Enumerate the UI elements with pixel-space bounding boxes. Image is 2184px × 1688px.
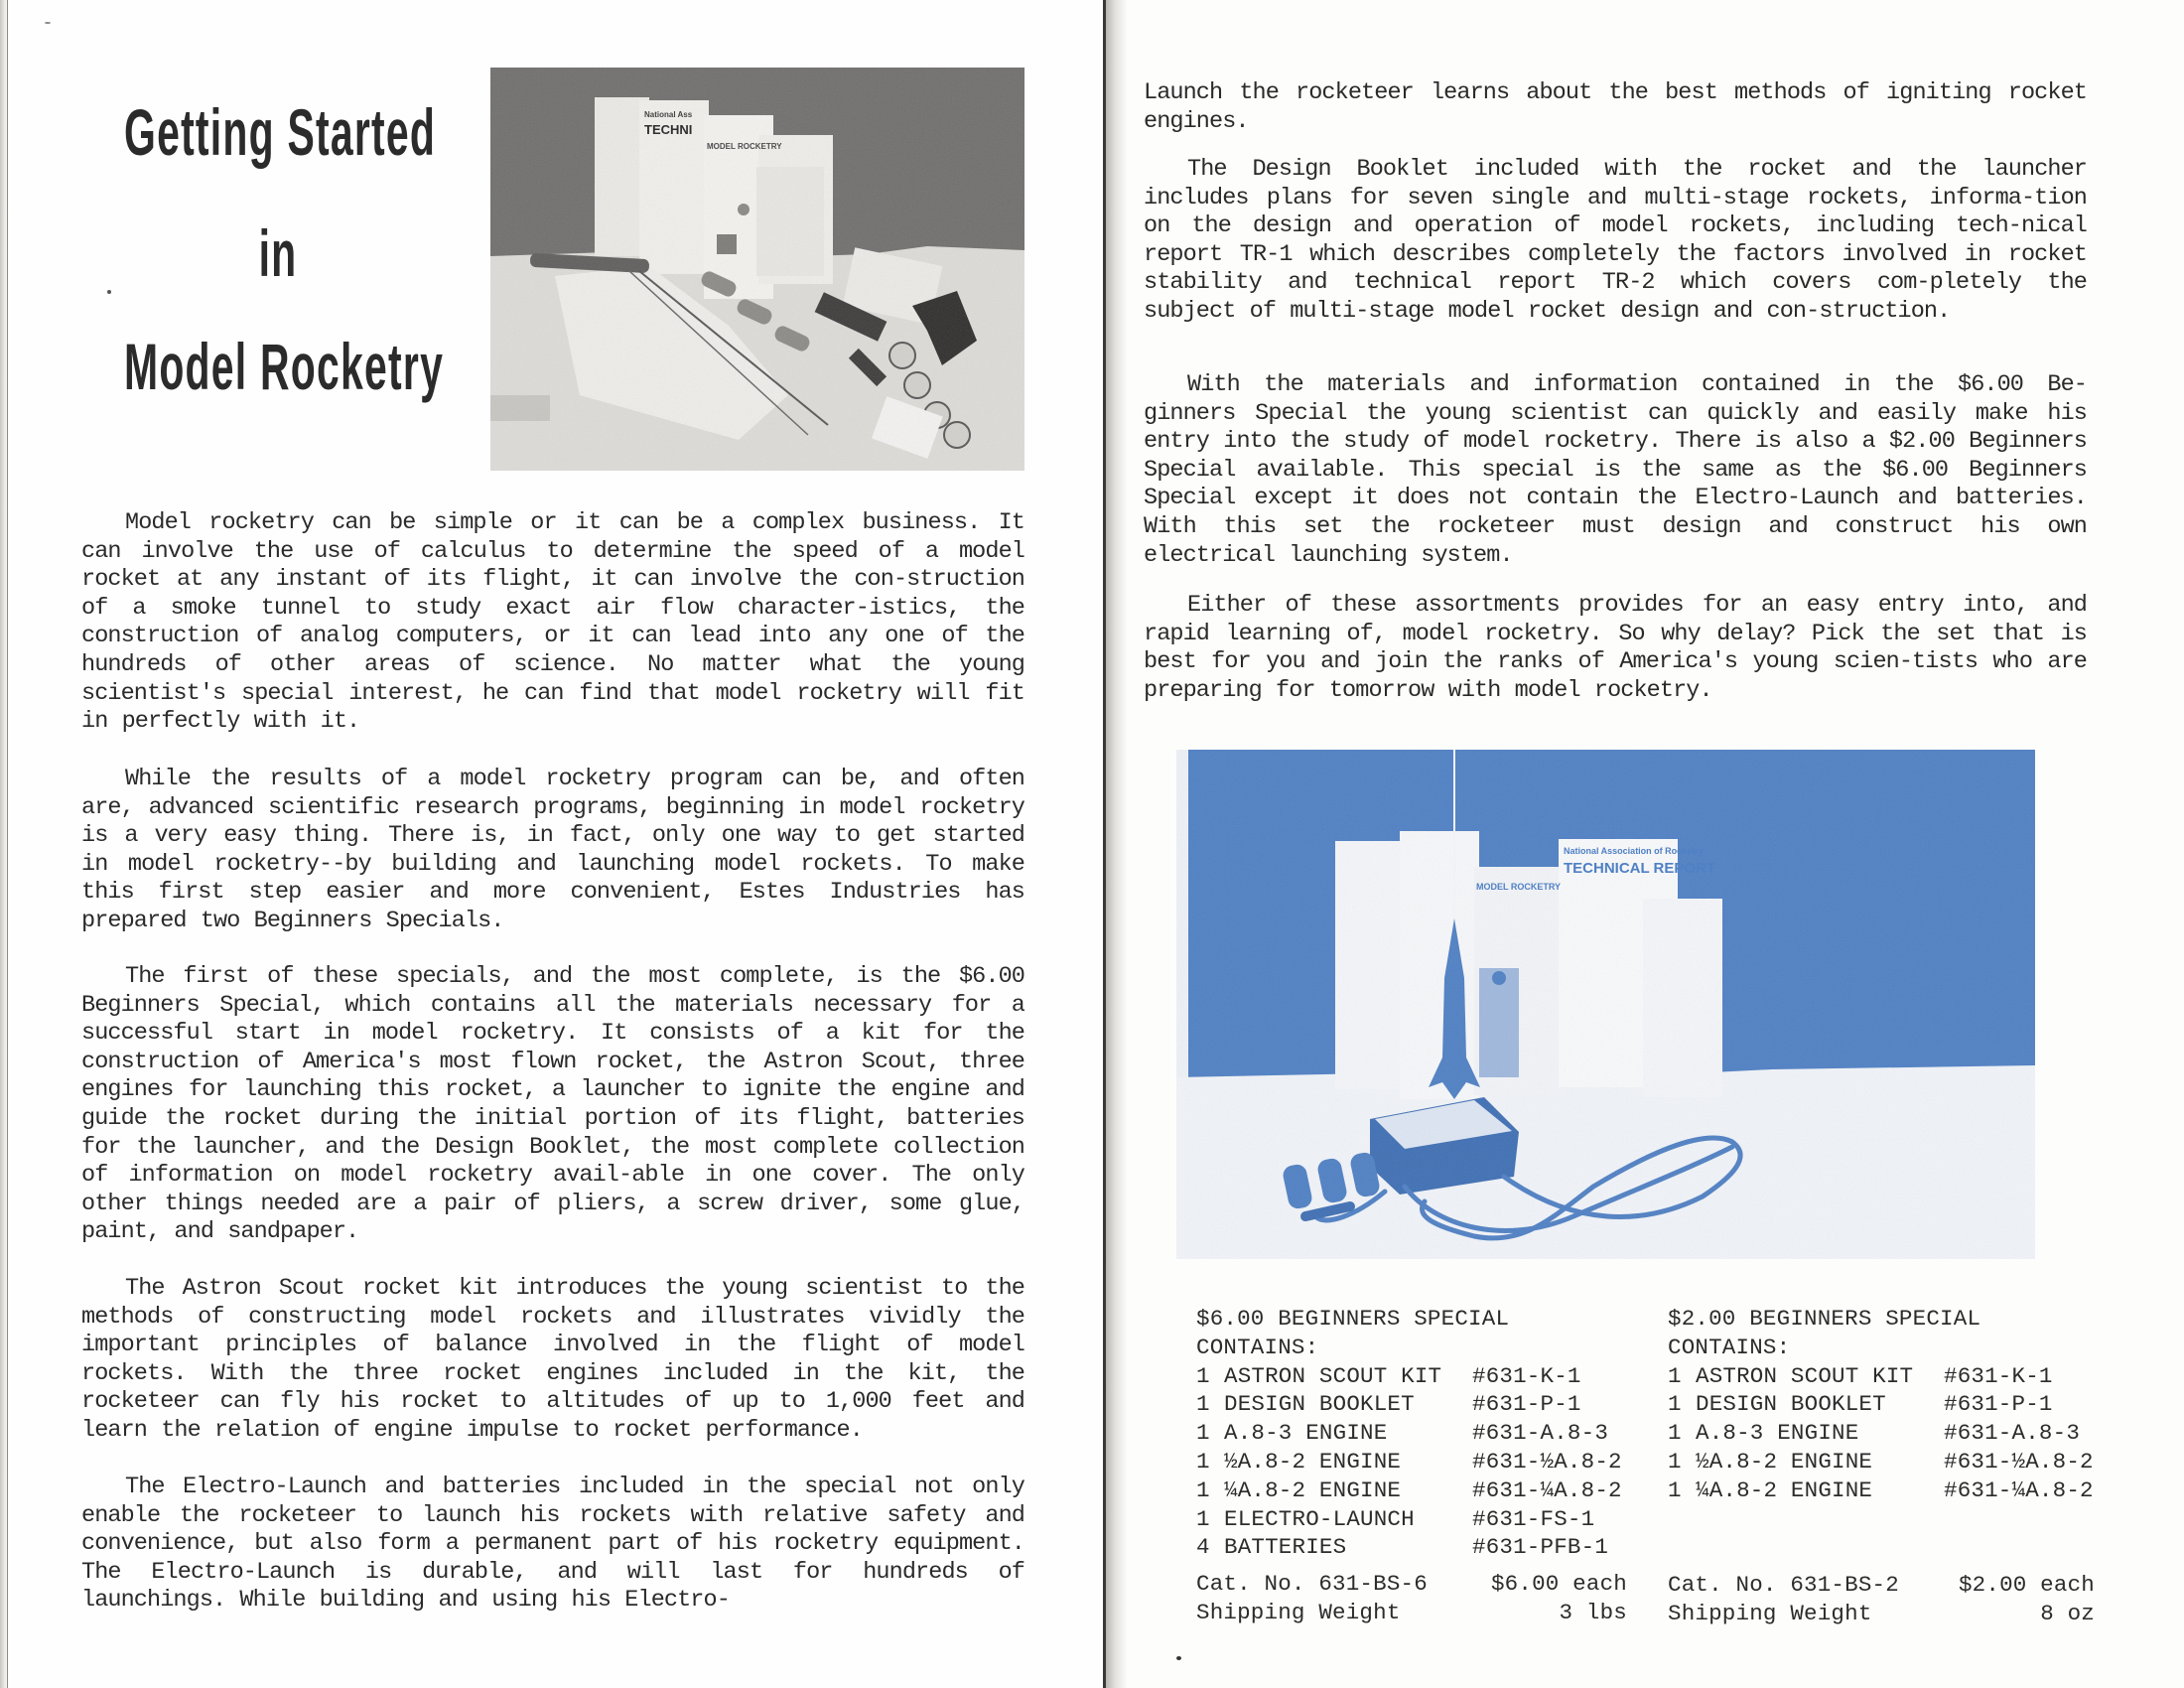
doc-label: MODEL ROCKETRY — [1476, 882, 1562, 892]
ink-speck — [1176, 1656, 1181, 1660]
special-item — [1668, 1390, 2124, 1419]
paragraph: Launch the rocketeer learns about the best methods of igniting rocket engines. — [1144, 79, 2087, 135]
item-code: #631-P-1 — [1472, 1391, 1581, 1418]
weight-label: Shipping Weight — [1196, 1600, 1401, 1626]
doc-label: National Ass — [644, 110, 693, 119]
item-code: #631-½A.8-2 — [1944, 1448, 2094, 1475]
rocket-launcher-photo — [1176, 750, 2035, 1259]
special-heading: $6.00 BEGINNERS SPECIAL — [1196, 1306, 1510, 1332]
special-item — [1668, 1448, 2124, 1477]
catalog-row — [1196, 1570, 1627, 1599]
item-quantity: 1 — [1668, 1362, 1682, 1389]
item-quantity: 4 — [1196, 1534, 1210, 1561]
body-text-left — [81, 1275, 1024, 1446]
weight-value: 8 oz — [2040, 1600, 2095, 1626]
item-quantity: 1 — [1668, 1477, 1682, 1503]
body-text-left — [81, 1474, 1024, 1616]
item-quantity: 1 — [1196, 1505, 1210, 1532]
special-item — [1196, 1362, 1653, 1391]
catalog-number: Cat. No. 631-BS-2 — [1668, 1571, 1899, 1598]
special-item — [1196, 1448, 1653, 1477]
item-name: ¼A.8-2 ENGINE — [1224, 1477, 1402, 1503]
ink-speck — [107, 290, 111, 294]
item-code: #631-¼A.8-2 — [1944, 1477, 2094, 1503]
item-name: BATTERIES — [1224, 1534, 1347, 1561]
contains-label: CONTAINS: — [1196, 1334, 1319, 1360]
special-6-dollar — [1196, 1305, 1653, 1627]
item-name: DESIGN BOOKLET — [1224, 1391, 1415, 1418]
paragraph: Model rocketry can be simple or it can be a complex business. It can involve the use of calculus to determine the speed of a model rocket at any instant of its flight, it can involve the con-struction of a smoke tunnel to study exact air flow character-istics, the construction of analog computers, or it can lead into any one of the hundreds of other areas of science. No matter what the young scientist's special interest, he can find that model rocketry will fit in perfectly with it. — [81, 509, 1024, 736]
item-name: A.8-3 ENGINE — [1696, 1420, 1859, 1447]
paragraph: The first of these specials, and the most complete, is the $6.00 Beginners Special, which contains all the materials necessary for a successful start in model rocketry. It consists of a kit for the construction of America's most flown rocket, the Astron Scout, three engines for launching this rocket, a launcher to ignite the engine and guide the rocket during the initial portion of its flight, batteries for the launcher, and the Design Booklet, the most complete collection of information on model rocketry avail-able in one cover. The only other things needed are a pair of pliers, a screw driver, some glue, paint, and sandpaper. — [81, 963, 1024, 1246]
catalog-row — [1668, 1571, 2095, 1600]
item-code: #631-P-1 — [1944, 1391, 2053, 1418]
paragraph: Either of these assortments provides for an easy entry into, and rapid learning of, model rocketry. So why delay? Pick the set that is best for you and join the ranks of America's young scien-tists who are preparing for tomorrow with model rocketry. — [1144, 592, 2087, 704]
item-name: ½A.8-2 ENGINE — [1696, 1448, 1873, 1475]
special-footer — [1668, 1571, 2124, 1628]
body-text-right — [1144, 156, 2087, 327]
fold-shadow — [1106, 0, 1128, 1688]
item-quantity: 1 — [1668, 1420, 1682, 1447]
special-item — [1196, 1477, 1653, 1505]
item-code: #631-¼A.8-2 — [1472, 1477, 1622, 1503]
body-text-right — [1144, 79, 2087, 136]
body-text-left — [81, 509, 1024, 737]
weight-row — [1668, 1600, 2095, 1628]
weight-value: 3 lbs — [1559, 1600, 1627, 1626]
item-name: DESIGN BOOKLET — [1696, 1391, 1886, 1418]
item-code: #631-A.8-3 — [1472, 1420, 1609, 1447]
weight-row — [1196, 1599, 1627, 1627]
body-text-left — [81, 766, 1024, 936]
title-line-2: in — [258, 216, 298, 290]
special-item — [1668, 1419, 2124, 1448]
doc-label: TECHNICAL REPORT — [1564, 860, 1716, 877]
special-item — [1668, 1477, 2124, 1505]
title-line-3: Model Rocketry — [124, 330, 445, 403]
item-code: #631-A.8-3 — [1944, 1420, 2081, 1447]
item-quantity: 1 — [1196, 1420, 1210, 1447]
title-line-1: Getting Started — [124, 95, 437, 169]
item-quantity: 1 — [1196, 1391, 1210, 1418]
special-items — [1668, 1362, 2124, 1505]
special-heading: $2.00 BEGINNERS SPECIAL — [1668, 1306, 1981, 1332]
body-text-right — [1144, 592, 2087, 705]
rocket-launcher-photo-icon — [1176, 750, 2035, 1259]
special-2-dollar — [1668, 1305, 2124, 1628]
item-code: #631-FS-1 — [1472, 1505, 1595, 1532]
special-item — [1196, 1390, 1653, 1419]
price: $6.00 each — [1490, 1571, 1627, 1598]
page-edge-line — [7, 0, 8, 1688]
contains-label: CONTAINS: — [1668, 1334, 1791, 1360]
item-name: ELECTRO-LAUNCH — [1224, 1505, 1415, 1532]
paragraph: The Astron Scout rocket kit introduces the young scientist to the methods of constructing model rockets and illustrates vividly the important principles of balance involved in the flight of model rockets. With the three rocket engines included in the kit, the rocketeer can fly his rocket to altitudes of up to 1,000 feet and learn the relation of engine impulse to rocket performance. — [81, 1275, 1024, 1444]
catalog-number: Cat. No. 631-BS-6 — [1196, 1571, 1428, 1598]
item-quantity: 1 — [1196, 1448, 1210, 1475]
item-name: A.8-3 ENGINE — [1224, 1420, 1388, 1447]
item-code: #631-K-1 — [1944, 1362, 2053, 1389]
rocket-kit-photo-icon — [490, 68, 1024, 471]
special-item — [1196, 1419, 1653, 1448]
special-items — [1196, 1362, 1653, 1563]
item-name: ASTRON SCOUT KIT — [1696, 1362, 1914, 1389]
body-text-right — [1144, 371, 2087, 570]
doc-label: National Association of Rocketry — [1564, 846, 1704, 856]
ink-speck — [45, 22, 51, 24]
item-quantity: 1 — [1668, 1448, 1682, 1475]
paragraph: The Electro-Launch and batteries included in the special not only enable the rocketeer to launch his rockets with relative safety and convenience, but also form a permanent part of his rocketry equipment. The Electro-Launch is durable, and will last for hundreds of launchings. While building and using his Electro- — [81, 1474, 1024, 1615]
special-item — [1196, 1505, 1653, 1534]
item-code: #631-½A.8-2 — [1472, 1448, 1622, 1475]
special-footer — [1196, 1570, 1653, 1627]
special-item — [1196, 1533, 1653, 1562]
price: $2.00 each — [1958, 1571, 2095, 1598]
item-code: #631-K-1 — [1472, 1362, 1581, 1389]
item-name: ¼A.8-2 ENGINE — [1696, 1477, 1873, 1503]
special-item — [1668, 1362, 2124, 1391]
body-text-left — [81, 963, 1024, 1247]
paragraph: The Design Booklet included with the rocket and the launcher includes plans for seven single and multi-stage rockets, informa-tion on the design and operation of model rockets, including tech-nical report TR-1 which describes completely the factors involved in rocket stability and technical report TR-2 which covers com-pletely the subject of multi-stage model rocket design and con-struction. — [1144, 156, 2087, 325]
item-code: #631-PFB-1 — [1472, 1534, 1609, 1561]
item-quantity: 1 — [1668, 1391, 1682, 1418]
item-quantity: 1 — [1196, 1477, 1210, 1503]
paragraph: While the results of a model rocketry program can be, and often are, advanced scientific research programs, beginning in model rocketry is a very easy thing. There is, in fact, only one way to get started in model rocketry--by building and launching model rockets. To make this first step easier and more convenient, Estes Industries has prepared two Beginners Specials. — [81, 766, 1024, 934]
paragraph: With the materials and information contained in the $6.00 Be-ginners Special the young scientist can quickly and easily make his entry into the study of model rocketry. There is also a $2.00 Beginners Special available. This special is the same as the $6.00 Beginners Special except it does not contain the Electro-Launch and batteries. With this set the rocketeer must design and construct his own electrical launching system. — [1144, 371, 2087, 569]
doc-label: TECHNI — [644, 122, 693, 137]
item-quantity: 1 — [1196, 1362, 1210, 1389]
doc-label: MODEL ROCKETRY — [707, 142, 782, 151]
item-name: ½A.8-2 ENGINE — [1224, 1448, 1402, 1475]
item-name: ASTRON SCOUT KIT — [1224, 1362, 1442, 1389]
weight-label: Shipping Weight — [1668, 1600, 1872, 1626]
rocket-kit-photo — [490, 68, 1024, 471]
